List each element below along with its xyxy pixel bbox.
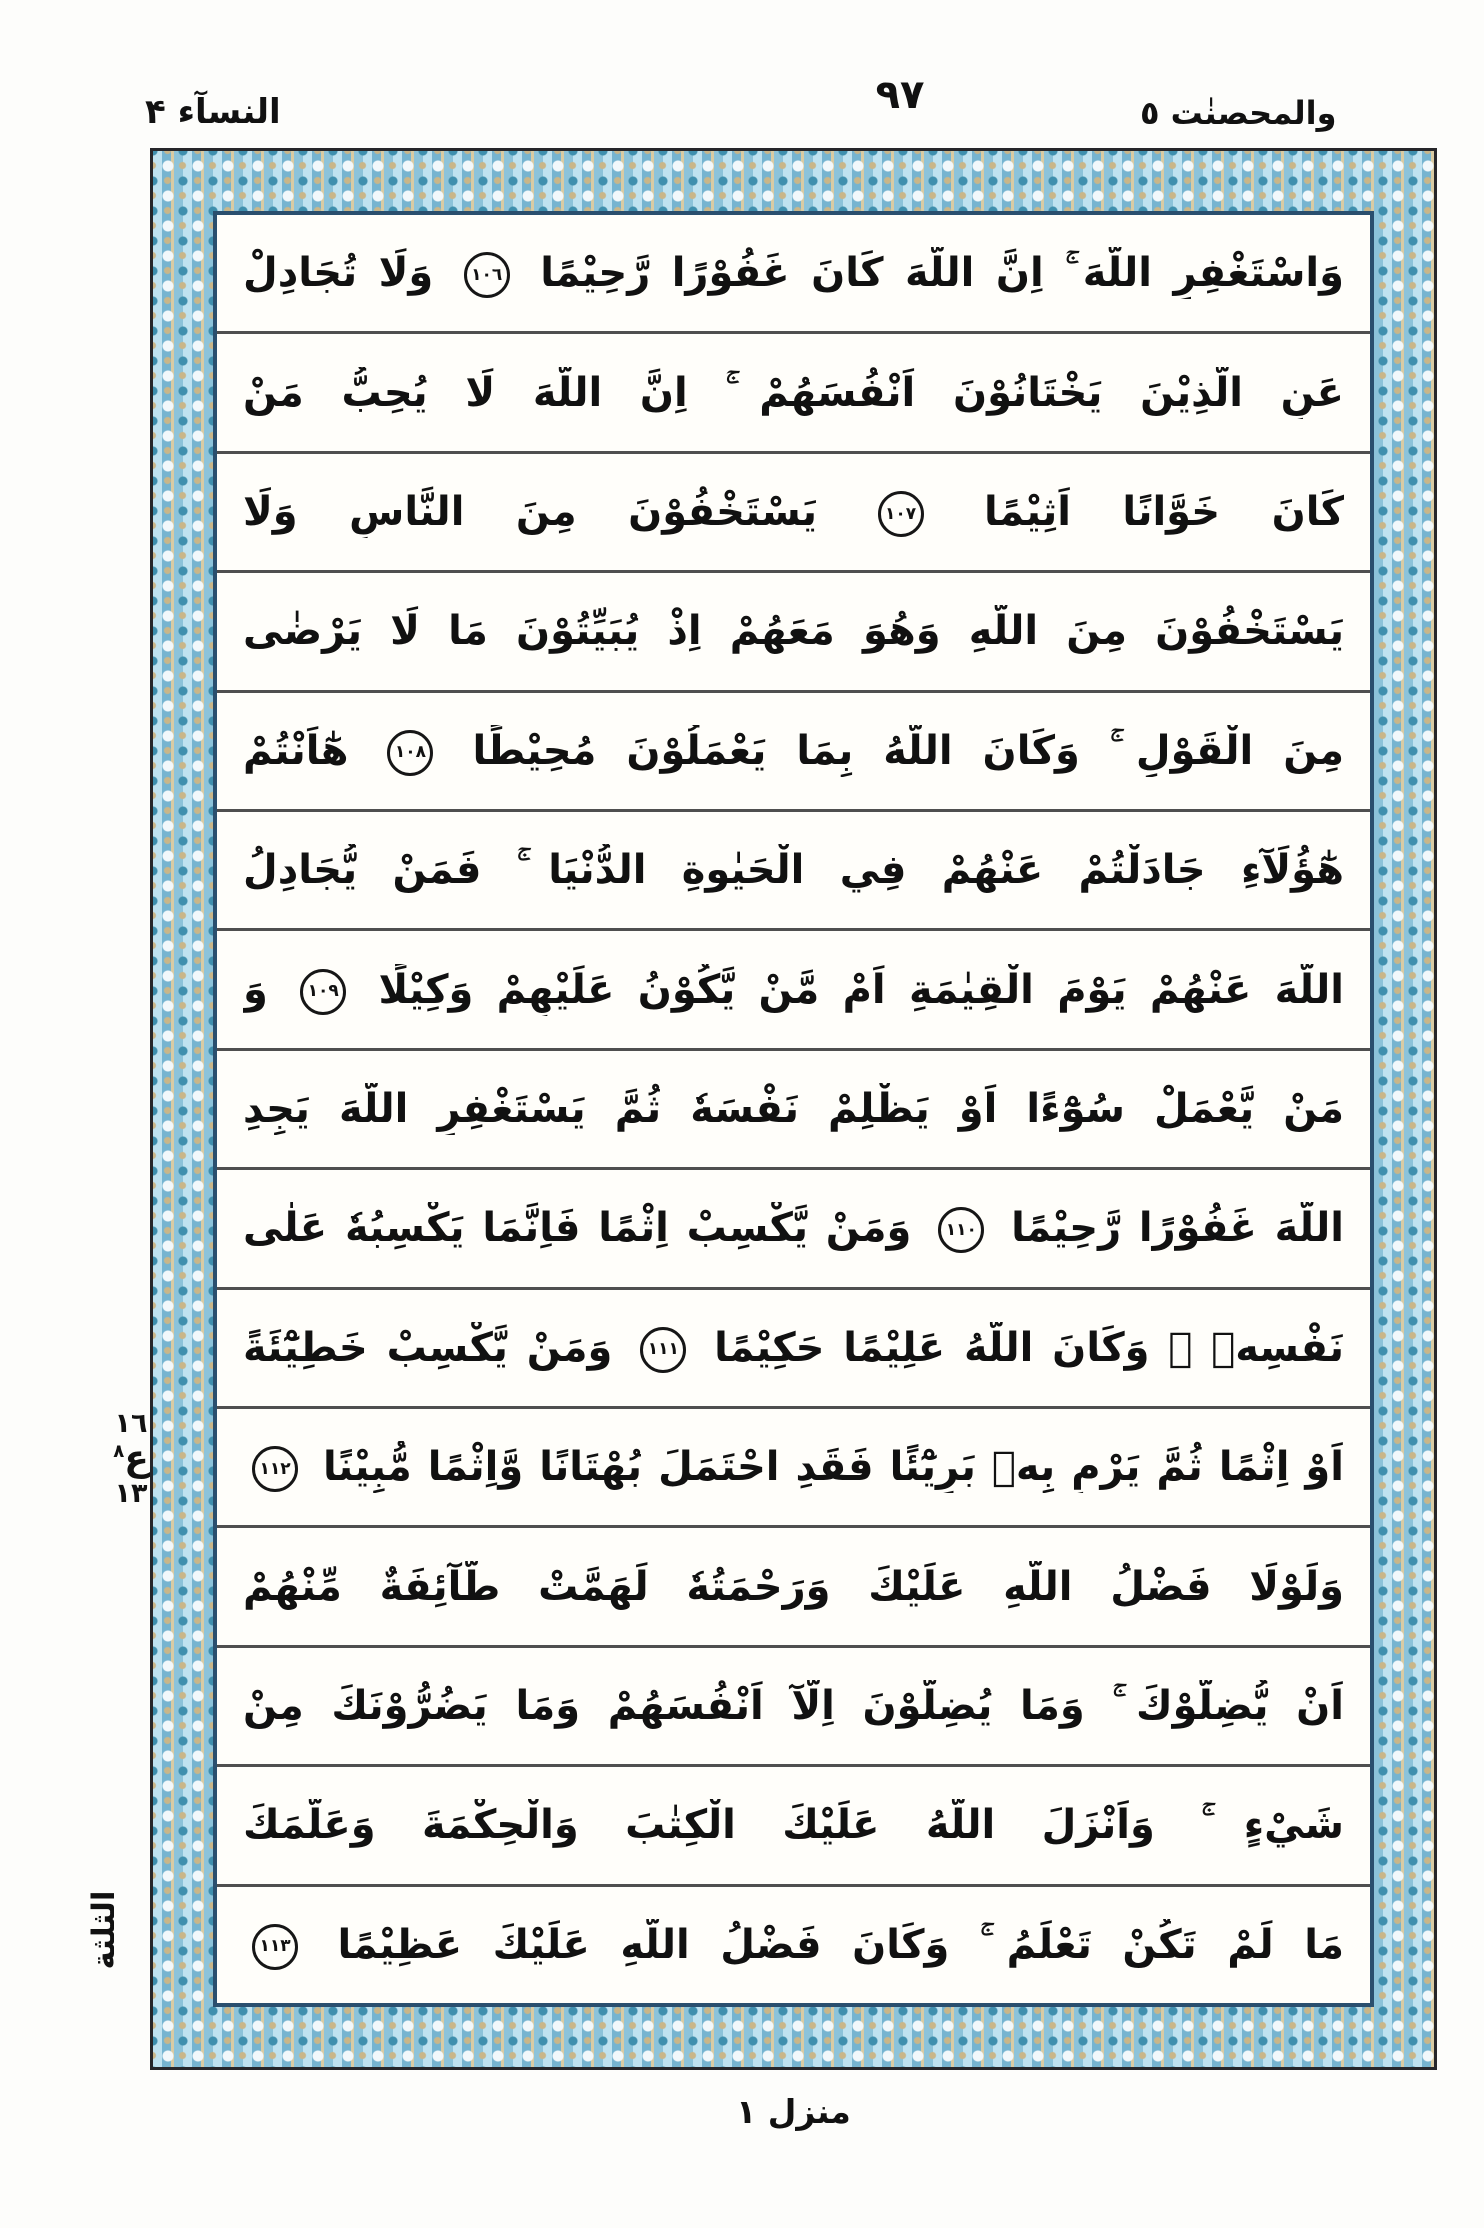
quran-line-text: عَنِ الَّذِيْنَ يَخْتَانُوْنَ اَنْفُسَهُمْ ۚ اِنَّ اللَّهَ لَا يُحِبُّ مَنْ (243, 369, 1344, 416)
quran-line-text: يَسْتَخْفُوْنَ مِنَ اللَّهِ وَهُوَ مَعَهُمْ اِذْ يُبَيِّتُوْنَ مَا لَا يَرْضٰى (243, 608, 1344, 655)
manzil-label: منزل ١ (736, 2092, 851, 2131)
quran-line (217, 812, 1370, 931)
quran-line-text: وَلَوْلَا فَضْلُ اللَّهِ عَلَيْكَ وَرَحْمَتُهٗ لَهَمَّتْ طَّآئِفَةٌ مِّنْهُمْ (243, 1563, 1344, 1610)
ayah-number-marker: ١٠٧ (878, 491, 924, 537)
quran-line-text: اَنْ يُّضِلُّوْكَ ۚ وَمَا يُضِلُّوْنَ اِلَّآ اَنْفُسَهُمْ وَمَا يَضُرُّوْنَكَ مِنْ (243, 1683, 1344, 1730)
page-number: ٩٧ (875, 72, 925, 118)
quran-line-text: اَوْ اِثْمًا ثُمَّ يَرْمِ بِهٖ بَرِيْٓئًا فَقَدِ احْتَمَلَ بُهْتَانًا وَّاِثْمًا مُّبِيْنًا ١١٢ (243, 1441, 1344, 1493)
quran-line (217, 1648, 1370, 1767)
quran-line-text: مِنَ الْقَوْلِ ۚ وَكَانَ اللَّهُ بِمَا يَعْمَلُوْنَ مُحِيْطًا ١٠٨ هٰٓاَنْتُمْ (243, 727, 1344, 774)
ayah-number-marker: ١١٠ (938, 1207, 984, 1253)
quran-line-text: اللَّهَ غَفُوْرًا رَّحِيْمًا ١١٠ وَمَنْ يَّكْسِبْ اِثْمًا فَاِنَّمَا يَكْسِبُهٗ عَلٰى (243, 1205, 1344, 1252)
ayah-number-marker: ١٠٩ (300, 969, 346, 1015)
ayah-number-marker: ١٠٨ (387, 730, 433, 776)
ain-symbol: ع$^٨$ (113, 1438, 149, 1480)
decorative-border-frame (150, 148, 1437, 2070)
quran-line-text: نَفْسِهٖ ۚ وَكَانَ اللَّهُ عَلِيْمًا حَكِيْمًا ١١١ وَمَنْ يَّكْسِبْ خَطِيْٓئَةً (243, 1324, 1344, 1371)
quran-line (217, 931, 1370, 1050)
ayah-number-marker: ١١٣ (252, 1924, 298, 1970)
ayah-number-marker: ١١١ (640, 1327, 686, 1373)
quran-line-text: شَيْءٍ ۚ وَاَنْزَلَ اللَّهُ عَلَيْكَ الْكِتٰبَ وَالْحِكْمَةَ وَعَلَّمَكَ (243, 1802, 1344, 1849)
quran-line-text: وَاسْتَغْفِرِ اللَّهَ ۚ اِنَّ اللَّهَ كَانَ غَفُوْرًا رَّحِيْمًا ١٠٦ وَلَا تُجَادِلْ (243, 250, 1344, 297)
quran-line (217, 1528, 1370, 1647)
quran-line (217, 1290, 1370, 1409)
quran-line-text: مَا لَمْ تَكُنْ تَعْلَمُ ۚ وَكَانَ فَضْلُ اللَّهِ عَلَيْكَ عَظِيْمًا ١١٣ (243, 1919, 1344, 1971)
quran-line (217, 1051, 1370, 1170)
quran-line (217, 1887, 1370, 2003)
ruku-number-in-para: ١٣ (114, 1478, 148, 1510)
quran-line (217, 693, 1370, 812)
quran-line (217, 1409, 1370, 1528)
juz-title: والمحصنٰت ٥ (1140, 94, 1337, 132)
quran-line (217, 215, 1370, 334)
quran-line (217, 1170, 1370, 1289)
ayah-number-marker: ١٠٦ (464, 252, 510, 298)
hizb-fraction-note: الثلثة (86, 1890, 122, 1970)
quran-text-area (213, 211, 1374, 2007)
quran-line (217, 454, 1370, 573)
quran-line (217, 573, 1370, 692)
ruku-ayah-count: ٨ (113, 1441, 125, 1463)
quran-line (217, 334, 1370, 453)
ayah-number-marker: ١١٢ (252, 1446, 298, 1492)
quran-line-text: كَانَ خَوَّانًا اَثِيْمًا ١٠٧ يَسْتَخْفُوْنَ مِنَ النَّاسِ وَلَا (243, 489, 1344, 536)
ruku-number-in-surah: ١٦ (114, 1408, 148, 1439)
quran-line (217, 1767, 1370, 1886)
surah-title: النسآء ۴ (145, 92, 281, 132)
quran-line-text: هٰٓؤُلَآءِ جَادَلْتُمْ عَنْهُمْ فِي الْحَيٰوةِ الدُّنْيَا ۚ فَمَنْ يُّجَادِلُ (243, 847, 1344, 894)
quran-line-text: اللَّهَ عَنْهُمْ يَوْمَ الْقِيٰمَةِ اَمْ مَّنْ يَّكُوْنُ عَلَيْهِمْ وَكِيْلًا ١٠٩ وَ (243, 966, 1344, 1013)
quran-line-text: مَنْ يَّعْمَلْ سُوْٓءًا اَوْ يَظْلِمْ نَفْسَهٗ ثُمَّ يَسْتَغْفِرِ اللَّهَ يَجِدِ (243, 1086, 1344, 1133)
